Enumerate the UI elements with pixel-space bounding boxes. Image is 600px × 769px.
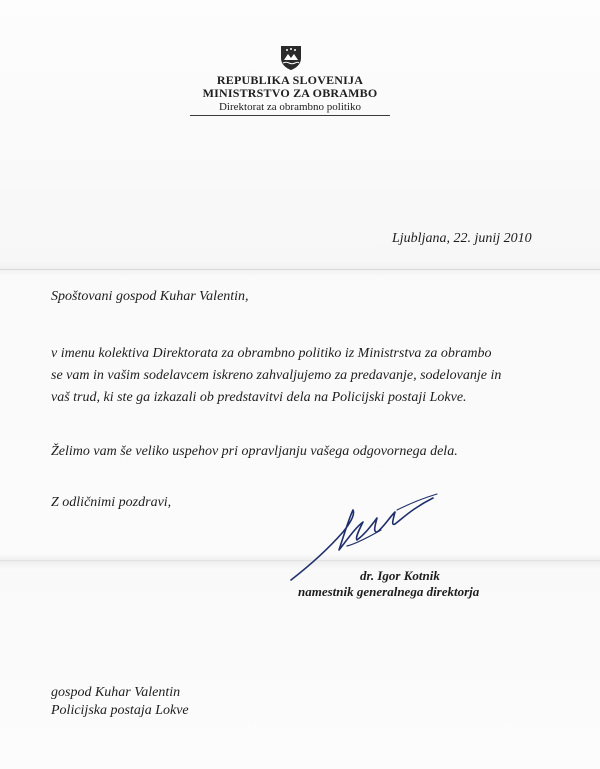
- letterhead-directorate: Direktorat za obrambno politiko: [190, 101, 390, 116]
- signatory-name: dr. Igor Kotnik: [360, 568, 440, 583]
- letterhead: [180, 74, 400, 116]
- recipient-name: gospod Kuhar Valentin: [51, 685, 181, 700]
- salutation: Spoštovani gospod Kuhar Valentin,: [51, 289, 249, 304]
- letterhead-ministry: MINISTRSTVO ZA OBRAMBO: [202, 86, 378, 100]
- recipient-organization: Policijska postaja Lokve: [51, 703, 189, 718]
- recipient-address: [51, 684, 189, 720]
- body-paragraph-2: Želimo vam še veliko uspehov pri opravljanju vašega odgovornega dela.: [51, 444, 458, 459]
- letter-date: Ljubljana, 22. junij 2010: [392, 231, 532, 246]
- body-line: vaš trud, ki ste ga izkazali ob predstavitvi dela na Policijski postaji Lokve.: [51, 390, 467, 405]
- body-line: v imenu kolektiva Direktorata za obrambno politiko iz Ministrstva za obrambo: [51, 346, 492, 361]
- closing-phrase: Z odličnimi pozdravi,: [51, 495, 172, 510]
- signatory-title: namestnik generalnega direktorja: [298, 584, 480, 599]
- letterhead-country: REPUBLIKA SLOVENIJA: [216, 73, 364, 87]
- body-line: se vam in vašim sodelavcem iskreno zahvaljujemo za predavanje, sodelovanje in: [51, 368, 502, 383]
- paper-fold-line: [0, 269, 600, 270]
- body-paragraph-1: [51, 343, 561, 409]
- coat-of-arms-icon: [280, 45, 302, 71]
